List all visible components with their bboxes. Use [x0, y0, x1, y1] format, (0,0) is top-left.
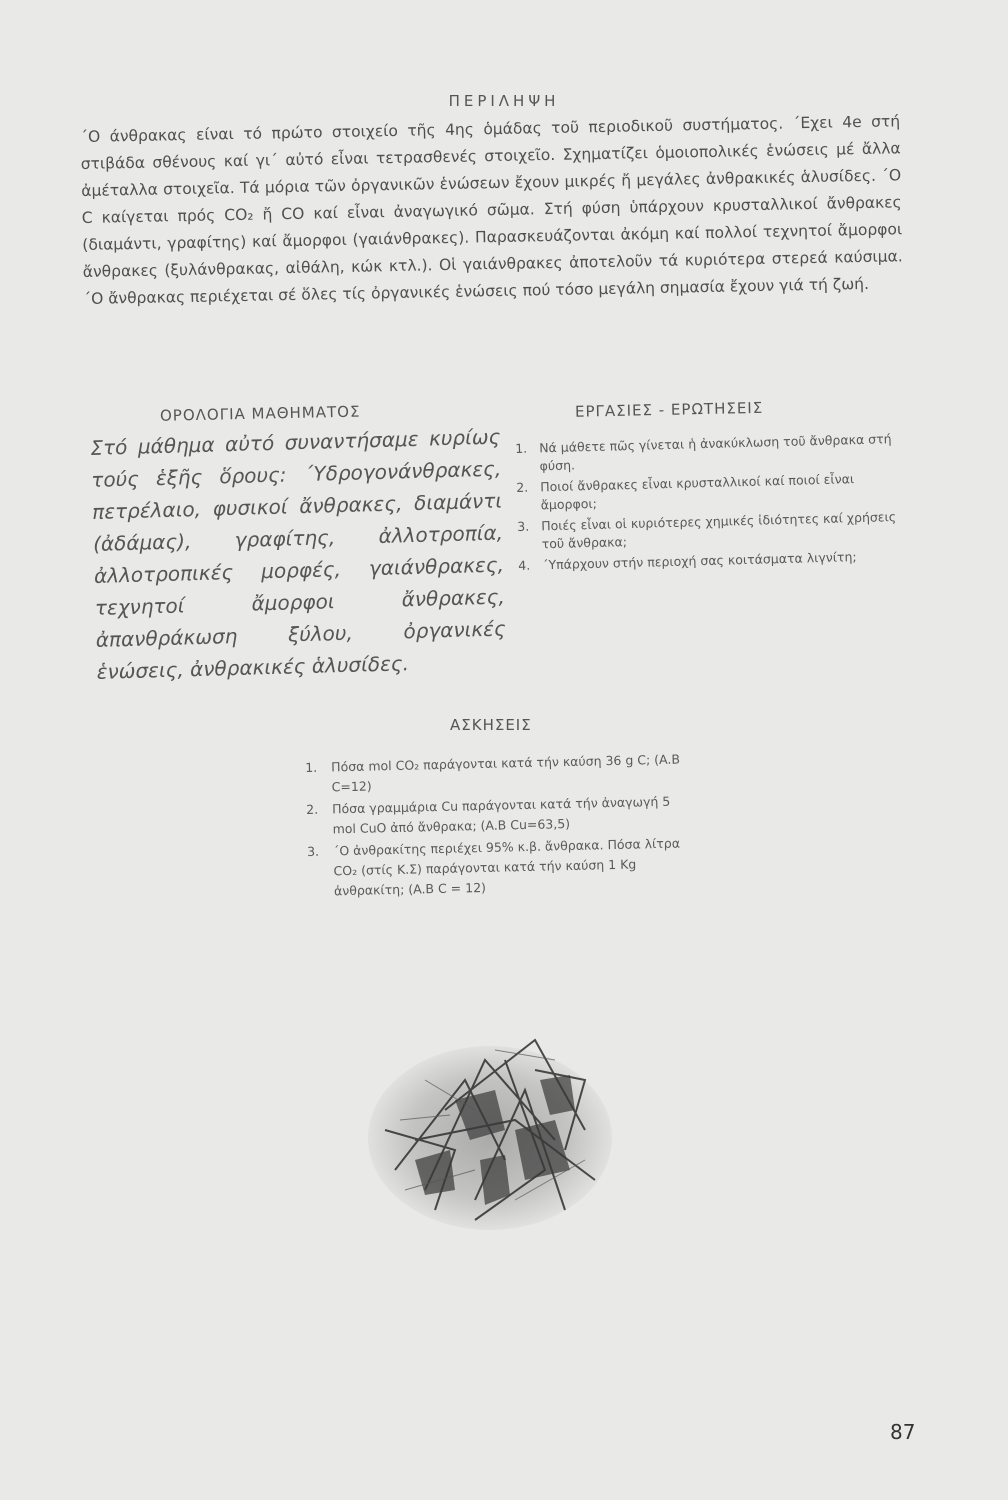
item-number: 4.: [518, 557, 531, 573]
item-text: ΄Υπάρχουν στήν περιοχή σας κοιτάσματα λιγνίτη;: [542, 549, 857, 573]
list-item: [516, 469, 902, 515]
crystal-illustration: [355, 1020, 625, 1245]
glossary-title: ΟΡΟΛΟΓΙΑ ΜΑΘΗΜΑΤΟΣ: [159, 402, 361, 425]
item-text: Πόσα mol CO₂ παράγονται κατά τήν καύση 36 g C; (A.B C=12): [331, 751, 681, 795]
list-item: [306, 791, 687, 840]
item-text: Νά μάθετε πῶς γίνεται ἡ ἀνακύκλωση τοῦ ἄνθρακα στή φύση.: [539, 431, 892, 474]
item-text: Πόσα γραμμάρια Cu παράγονται κατά τήν ἀναγωγή 5 mol CuO ἀπό ἄνθρακα; (A.B Cu=63,5): [331, 793, 671, 837]
item-text: ΄Ο ἀνθρακίτης περιέχει 95% κ.β. ἄνθρακα. Πόσα λίτρα CO₂ (στίς Κ.Σ) παράγονται κατά τήν καύση 1 Kg ἀνθρακίτη; (A.B C = 12): [332, 835, 681, 899]
questions-list: [515, 430, 903, 578]
item-number: 3.: [306, 843, 320, 859]
item-number: 3.: [517, 518, 530, 534]
summary-title: ΠΕΡΙΛΗΨΗ: [448, 92, 560, 110]
item-number: 2.: [305, 801, 319, 817]
list-item: [515, 430, 901, 476]
list-item: [307, 833, 688, 902]
item-number: 1.: [305, 759, 318, 775]
questions-title: ΕΡΓΑΣΙΕΣ - ΕΡΩΤΗΣΕΙΣ: [574, 398, 764, 421]
item-text: Ποιοί ἄνθρακες εἶναι κρυσταλλικοί καί ποιοί εἶναι ἄμορφοι;: [540, 471, 855, 513]
list-item: [517, 508, 903, 554]
list-item: [305, 749, 686, 798]
exercises-list: [305, 749, 688, 904]
item-number: 2.: [516, 479, 529, 495]
exercises-title: ΑΣΚΗΣΕΙΣ: [450, 716, 532, 734]
page-number: 87: [890, 1420, 916, 1444]
glossary-paragraph: Στό μάθημα αὐτό συναντήσαμε κυρίως τούς ἑξῆς ὅρους: ΄Υδρογονάνθρακες, πετρέλαιο, φυσικοί ἄνθρακες, διαμάντι (ἀδάμας), γραφίτης, ἀλλοτροπία, ἀλλοτροπικές μορφές, γαιάνθρακες, τεχνητοί ἄμορφοι ἄνθρακες, ἀπανθράκωση ξύλου, ὀργανικές ἑνώσεις, ἀνθρακικές ἁλυσίδες.: [90, 424, 506, 684]
item-text: Ποιές εἶναι οἱ κυριότερες χημικές ἰδιότητες καί χρήσεις τοῦ ἄνθρακα;: [541, 509, 897, 552]
item-number: 1.: [515, 440, 528, 456]
summary-paragraph: ΄Ο άνθρακας είναι τό πρώτο στοιχείο τῆς 4ης ὁμάδας τοῦ περιοδικοῦ συστήματος. ΄Εχει 4e στή στιβάδα σθένους καί γι΄ αὐτό εἶναι τετρασθενές στοιχεῖο. Σχηματίζει ὁμοιοπολικές ἑνώσεις μέ ἄλλα ἀμέταλλα στοιχεῖα. Τά μόρια τῶν ὀργανικῶν ἑνώσεων ἔχουν μικρές ἤ μεγάλες ἀνθρακικές ἁλυσίδες. ΄Ο C καίγεται πρός CO₂ ἤ CO καί εἶναι ἀναγωγικό σῶμα. Στή φύση ὑπάρχουν κρυσταλλικοί ἄνθρακες (διαμάντι, γραφίτης) καί ἄμορφοι (γαιάνθρακες). Παρασκευάζονται ἀκόμη καί πολλοί τεχνητοί ἄμορφοι ἄνθρακες (ξυλάνθρακας, αἰθάλη, κώκ κτλ.). Οἱ γαιάνθρακες ἀποτελοῦν τά κυριότερα στερεά καύσιμα. ΄Ο ἄνθρακας περιέχεται σέ ὅλες τίς ὀργανικές ἑνώσεις πού τόσο μεγάλη σημασία ἔχουν γιά τή ζωή.: [80, 112, 903, 308]
